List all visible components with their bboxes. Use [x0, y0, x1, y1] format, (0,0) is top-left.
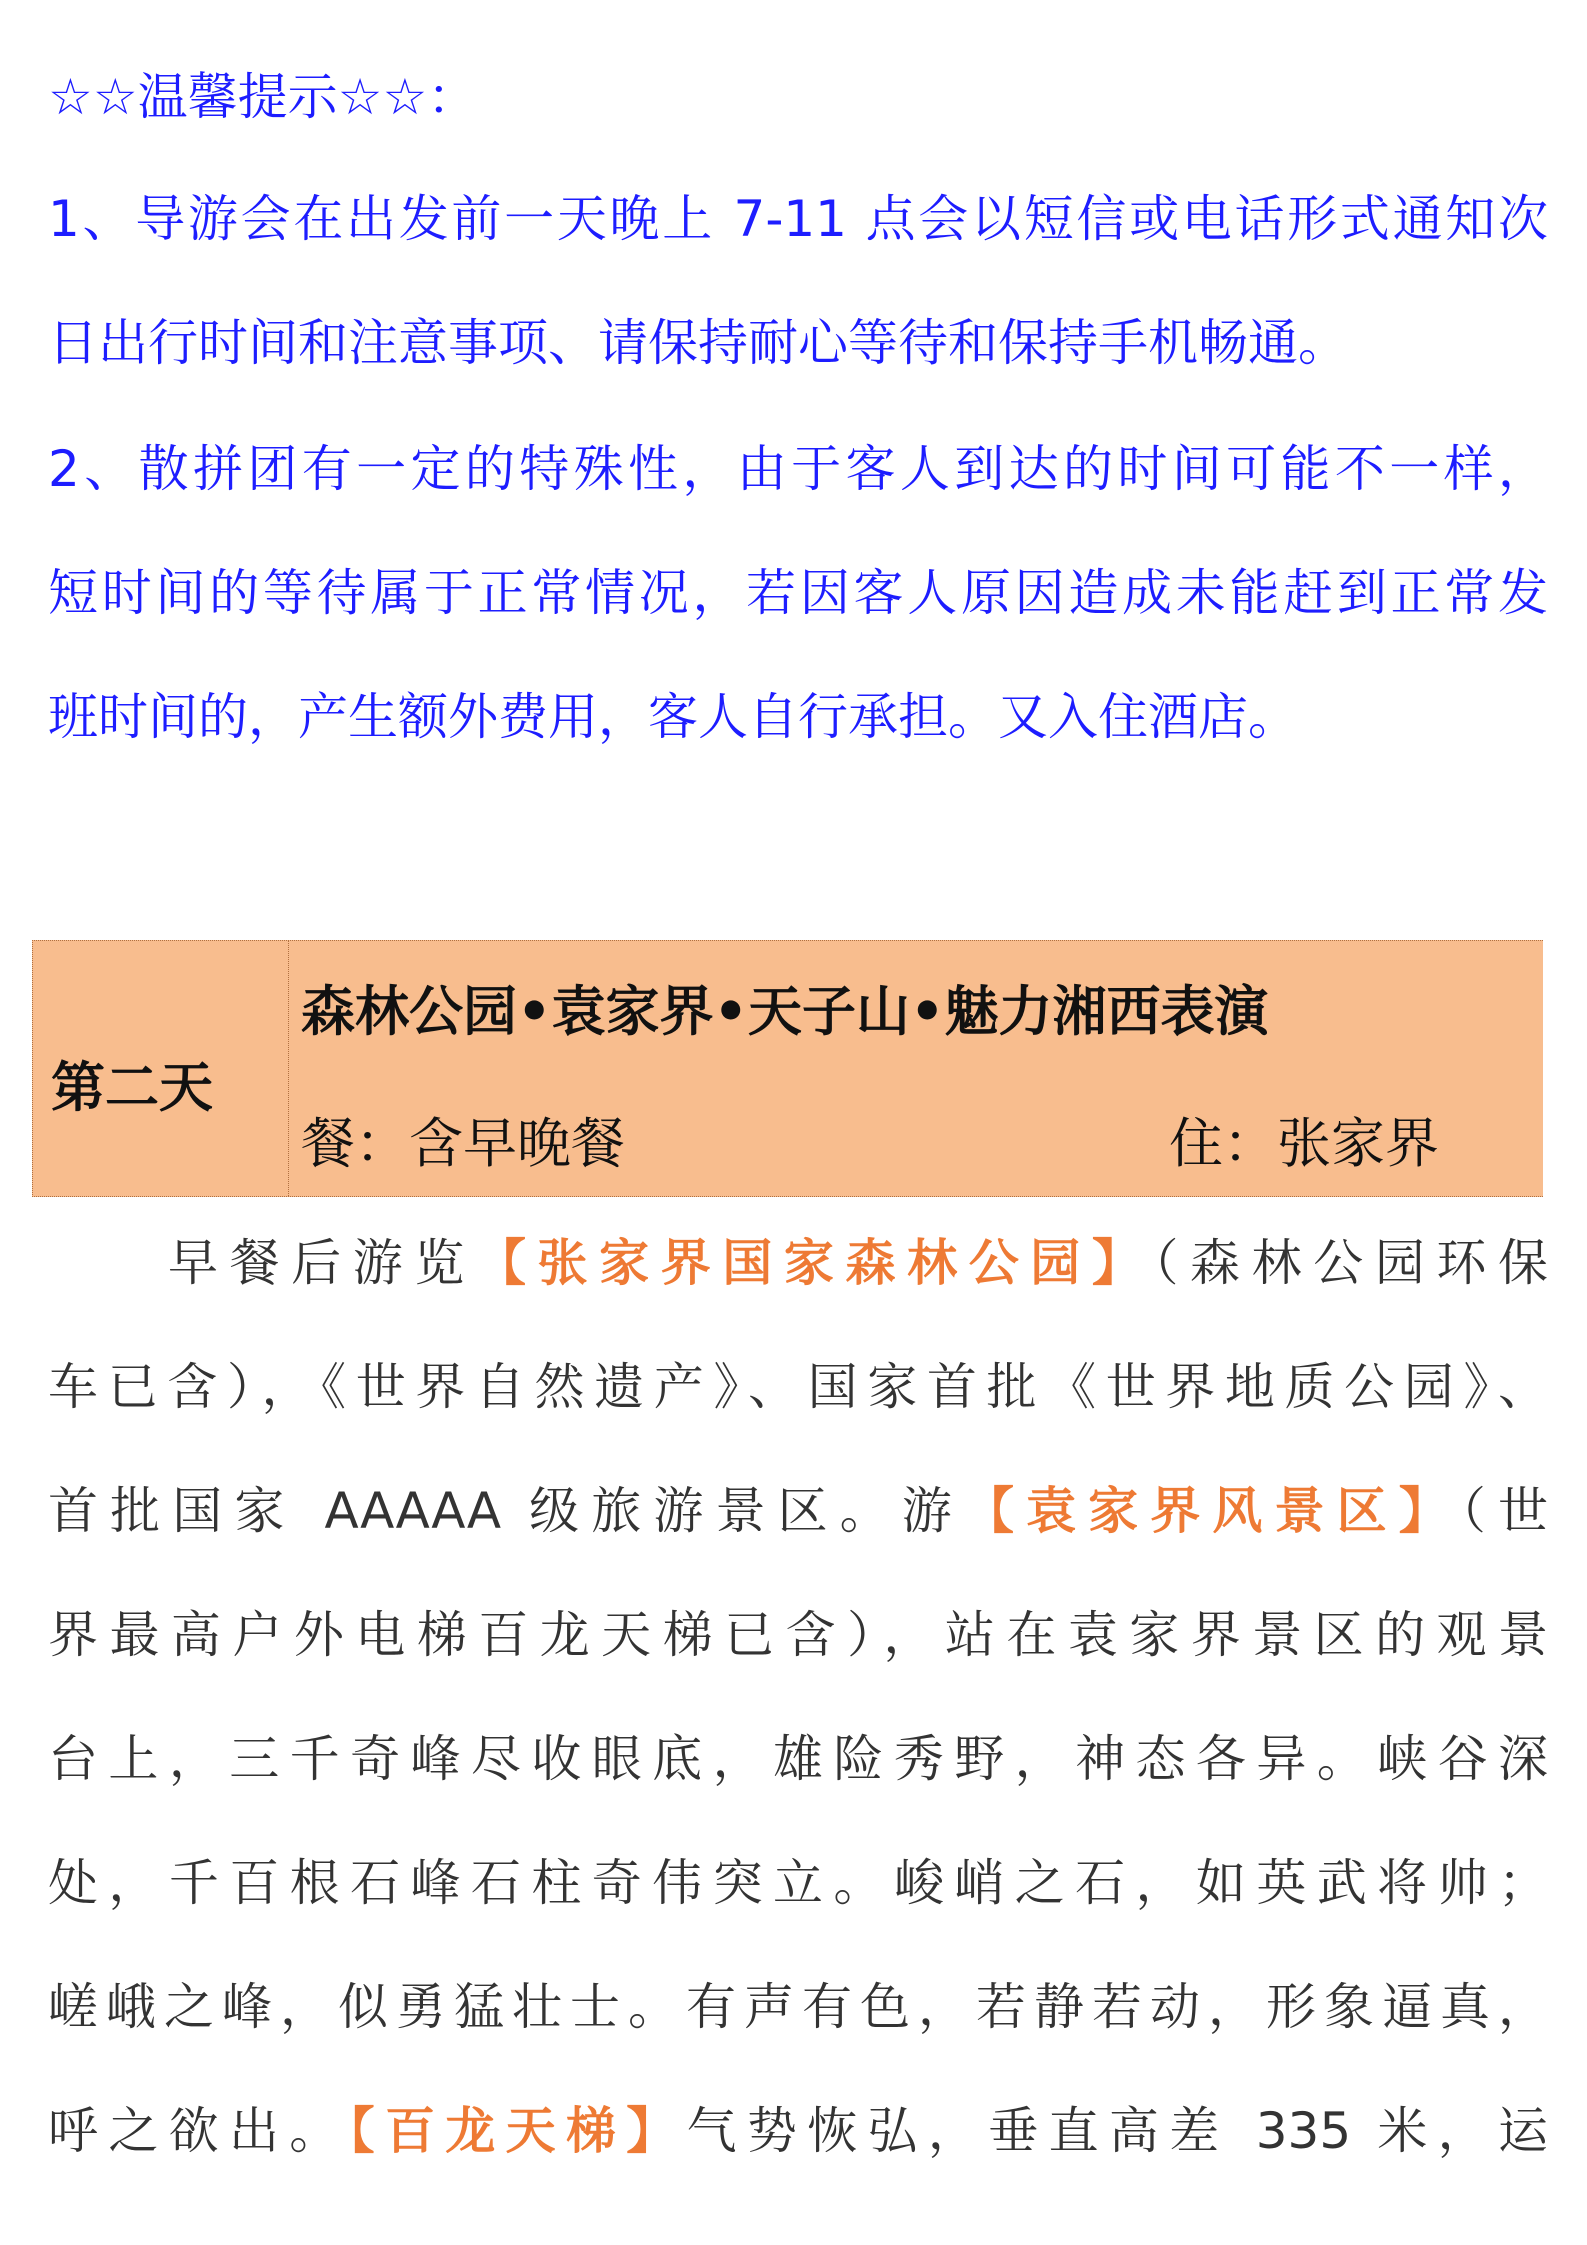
- tips-title: ☆☆温馨提示☆☆：: [48, 68, 478, 126]
- body-line: [48, 2102, 1549, 2160]
- body-line: 处，千百根石峰石柱奇伟突立。峻峭之石，如英武将帅；: [48, 1854, 1548, 1912]
- body-text: 气势恢弘，垂直高差 335 米，运: [686, 2102, 1549, 2160]
- body-text: （世: [1460, 1482, 1549, 1540]
- body-line: 界最高户外电梯百龙天梯已含），站在袁家界景区的观景: [48, 1606, 1548, 1664]
- day-label-cell: [33, 941, 289, 1196]
- day-label: 第二天: [51, 1056, 213, 1119]
- body-line: 嵯峨之峰，似勇猛壮士。有声有色，若静若动，形象逼真，: [48, 1978, 1548, 2036]
- highlight-yuanjiajie: 【袁家界风景区】: [963, 1482, 1461, 1540]
- body-line: 车已含），《世界自然遗产》、国家首批《世界地质公园》、: [48, 1358, 1548, 1416]
- stay-info: 住：张家界: [1169, 1112, 1439, 1175]
- body-line: 台上，三千奇峰尽收眼底，雄险秀野，神态各异。峡谷深: [48, 1730, 1548, 1788]
- tips-line: 1、导游会在出发前一天晚上 7-11 点会以短信或电话形式通知次: [48, 190, 1548, 248]
- body-text: 首批国家 AAAAA 级旅游景区。游: [48, 1482, 964, 1540]
- highlight-bailong-elevator: 【百龙天梯】: [349, 2102, 687, 2160]
- meals-info: 餐：含早晚餐: [301, 1112, 625, 1175]
- tips-line: 日出行时间和注意事项、请保持耐心等待和保持手机畅通。: [48, 314, 1348, 372]
- tips-line: 班时间的，产生额外费用，客人自行承担。又入住酒店。: [48, 688, 1298, 746]
- body-text: 早餐后游览: [168, 1234, 476, 1292]
- route-title: 森林公园•袁家界•天子山•魅力湘西表演: [301, 980, 1269, 1043]
- body-text: 呼之欲出。: [48, 2102, 350, 2160]
- tips-line: 短时间的等待属于正常情况，若因客人原因造成未能赶到正常发: [48, 564, 1548, 622]
- highlight-forest-park: 【张家界国家森林公园】: [475, 1234, 1154, 1292]
- body-text: （森林公园环保: [1153, 1234, 1549, 1292]
- tips-line: 2、散拼团有一定的特殊性，由于客人到达的时间可能不一样，: [48, 440, 1548, 498]
- day-header-table: [32, 940, 1543, 1197]
- body-line: [48, 1482, 1549, 1540]
- body-line: [48, 1234, 1549, 1292]
